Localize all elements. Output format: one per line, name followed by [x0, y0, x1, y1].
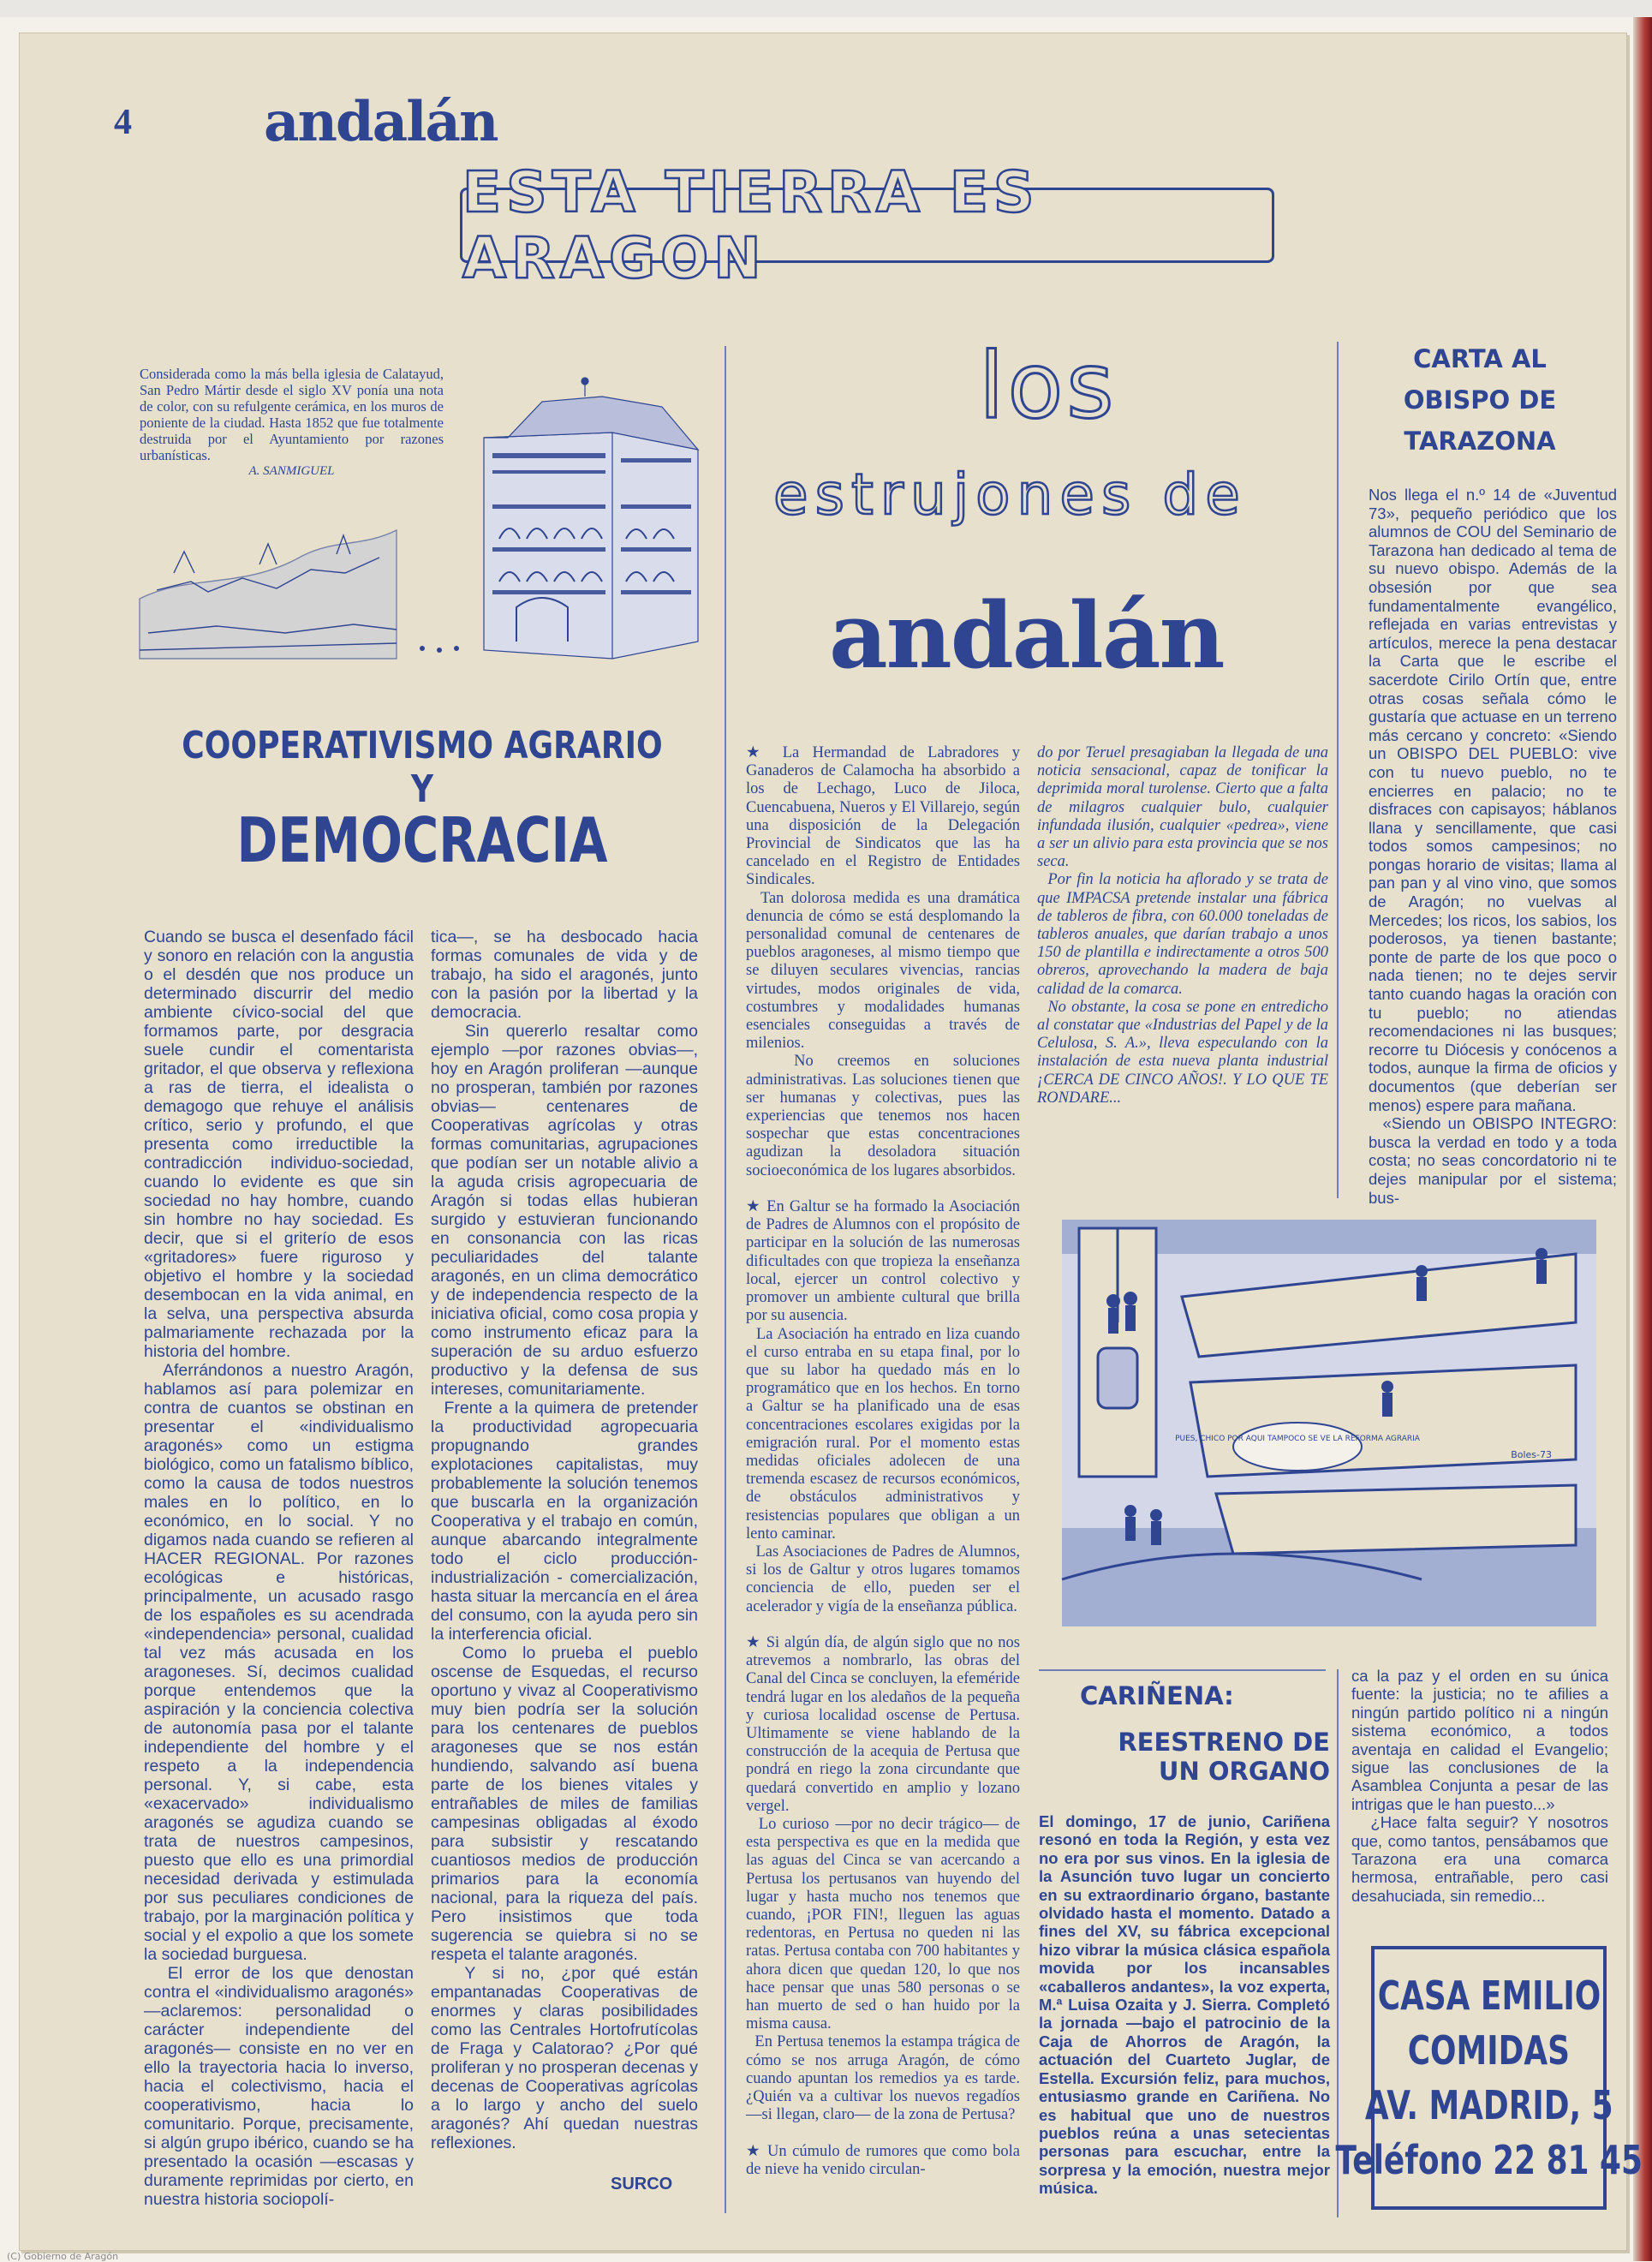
advert-line: COMIDAS: [1407, 2027, 1571, 2074]
article1-headline-bottom: DEMOCRACIA: [236, 804, 608, 876]
section-rule: [1039, 1669, 1326, 1671]
caption-text: Considerada como la más bella iglesia de Calatayud, San Pedro Mártir desde el siglo XV ponía una nota de color, con su refulgente cerámica, en los muros de poniente de la ciudad. Hasta 1852 que fue totalmente destruida por el Ayuntamiento por razones urbanísticas.: [140, 366, 444, 463]
article2-headline-andalan: andalán: [829, 582, 1224, 689]
article4-headline: REESTRENO DE UN ORGANO: [1118, 1728, 1330, 1786]
advert-line: AV. MADRID, 5: [1364, 2082, 1613, 2128]
advert-line: CASA EMILIO: [1377, 1973, 1601, 2019]
article3-headline-line: CARTA AL: [1413, 344, 1547, 373]
section-banner: [460, 159, 1274, 291]
caption-credit: A. SANMIGUEL: [248, 464, 335, 478]
column-rule: [1337, 342, 1339, 1198]
cartoon-signature: Boles-73: [1511, 1449, 1552, 1460]
article3-headline: [1356, 338, 1604, 462]
page-number: 4: [114, 103, 132, 142]
article2-headline-estrujones: estrujones de: [773, 462, 1247, 528]
copyright-credit: (C) Gobierno de Aragón: [7, 2251, 119, 2262]
article1-signature: SURCO: [611, 2175, 673, 2193]
masthead: andalán: [264, 90, 498, 154]
article4-column: El domingo, 17 de junio, Cariñena resonó en toda la Región, y esta vez no era por sus vinos. En la iglesia de la Asunción tuvo lugar un concierto en su extraordinario órgano, bastante olvidado hasta el momento. Datado a fines del XV, su fábrica excepcional hizo vibrar la música clásica española movida por los incansables «caballeros andantes», la voz experta, M.ª Luisa Ozaita y J. Sierra. Completó la jornada —bajo el patrocinio de la Caja de Ahorros de Aragón, la actuación del Cuarteto Juglar, de Estella. Excursión feliz, para muchos, entusiasmo grande en Cariñena. No es habitual que uno de nuestros pueblos reúna a unas setecientas personas para escuchar, entre la sorpresa y la emoción, nuestra mejor música.: [1039, 1812, 1335, 2198]
newspaper-page: [19, 33, 1643, 2251]
article3-column-1: Nos llega el n.º 14 de «Juventud 73», pequeño periódico que los alumnos de COU del Seminario de Tarazona han dedicado al tema de su nuevo obispo. Además de la obsesión por que sea fundamentalmente evangélico, reflejada en varias entrevistas y artículos, merece la pena destacar la Carta que le escribe el sacerdote Cirilo Ortín que, entre otras cosas señala cómo le gustaría que actuase en un terreno más cercano y concreto: «Siendo un OBISPO DEL PUEBLO: vive con tu nuevo pueblo, no te encierres en palacio; no te disfraces con capisayos; háblanos llana y sencillamente, que casi todos somos campesinos; no pongas horario de visitas; llama al pan pan y al vino vino, que somos de Aragón; no vuelvas al Mercedes; los ricos, los sabios, los poderosos, ya tienen bastante; ponte de parte de los que poco o nada tienen; no te dejes servir tanto cuando hagas la oración con tu pueblo; no atiendas recomendaciones ni las busques; recorre tu Diócesis y conócenos a todos, aunque la firma de oficios y documentos (que deberían ser menos) espere para mañana. «Siendo un OBISPO INTEGRO: busca la verdad en todo y a toda costa; no seas concordatorio ni te dejes manipular por el sistema; bus-: [1369, 486, 1617, 1207]
scan-top-strip: [0, 0, 1652, 17]
illustration-caption: [140, 366, 444, 480]
article1-column-2: tica—, se ha desbocado hacia formas comunales de vida y de trabajo, ha sido el aragonés, junto con la pasión por la libertad y la democracia. Sin quererlo resaltar como ejemplo —por razones obvias—, hoy en Aragón proliferan —aunque no prosperan, también por razones obvias— centenares de Cooperativas agrícolas y otras formas comunitarias, agrupaciones que podían ser un notable alivio a la aguda crisis agropecuaria de Aragón si todas ellas hubieran surgido y estuvieran funcionando en consonancia con las ricas peculiaridades del talante aragonés, en un clima democrático y de independencia respecto de la iniciativa oficial, como cosa propia y como instrumento eficaz para la superación de su arduo esfuerzo productivo y la defensa de sus intereses, comunitariamente. Frente a la quimera de pretender la productividad agropecuaria propugnando grandes explotaciones capitalistas, muy probablemente la solución tenemos que buscarla en la organización Cooperativa y el trabajo en común, aunque abarcando integralmente todo el ciclo producción-industrialización - comercialización, hasta situar la mercancía en el área del consumo, con la ayuda pero sin la interferencia oficial. Como lo prueba el pueblo oscense de Esquedas, el recurso oportuno y vivaz al Cooperativismo muy bien podría ser la solución para los centenares de pueblos aragoneses que se nos están hundiendo, salvando así buena parte de los bienes vitales y entrañables de miles de familias campesinas obligadas al éxodo para subsistir y rescatando cuantiosos medios de producción primarios para la economía nacional, para la riqueza del país. Pero insistimos que toda sugerencia se quiebra si no se respeta el talante aragonés. Y si no, ¿por qué están empantanadas Cooperativas de enormes y claras posibilidades como las Centrales Hortofrutícolas de Fraga y Calatorao? ¿Por qué proliferan y no prosperan decenas y decenas de Cooperativas agrícolas a lo largo y ancho del suelo aragonés? Ahí quedan nuestras reflexiones.: [431, 928, 699, 2152]
article3-column-2: ca la paz y el orden en su única fuente: la justicia; no te afilies a ningún partido político ni a ningún sistema económico, a todos aventaja en calidad el Evangelio; sigue las conclusiones de la Asamblea Conjunta a pesar de las intrigas que le han puesto...» ¿Hace falta seguir? Y nosotros que, como tantos, pensábamos que Tarazona era una comarca hermosa, entrañable, pero casi desahuciada, sin remedio...: [1351, 1667, 1609, 1905]
binding-edge: [1633, 17, 1652, 2261]
article1-column-1: Cuando se busca el desenfado fácil y sonoro en relación con la angustia o el desdén que nos produce un determinado discurrir del medio ambiente cívico-social del que formamos parte, por desgracia suele cundir el comentarista gritador, el que observa y reflexiona a ras de tierra, el idealista o demagogo que rehuye el análisis crítico, serio y profundo, el que presenta como irreductible la contradicción individuo-sociedad, cuando lo evidente es que sin sociedad no hay hombre, cuando sin hombre no hay sociedad. Es decir, que si el griterío de esos «gritadores» fuere riguroso y objetivo el hombre y la sociedad desembocan en la vida animal, en la selva, una perspectiva absurda palmariamente rechazada por la historia del hombre. Aferrándonos a nuestro Aragón, hablamos así para polemizar en contra de cuantos se obstinan en presentar el «individualismo aragonés» como un estigma biológico, como un fatalismo bíblico, como la causa de todos nuestros males en lo político, en lo económico, en lo social. Y no digamos nada cuando se refieren al HACER REGIONAL. Por razones ecológicas e históricas, principalmente, un acusado rasgo de los españoles es su acendrada «independencia» personal, cualidad tal vez más acusada en los aragoneses. Sí, decimos cualidad porque entendemos que la aspiración y la conciencia colectiva de autonomía pasa por el talante independiente del hombre y el respeto a la independencia personal. Y, si cabe, esta «exacervado» individualismo aragonés se agudiza cuando se trata de nuestros campesinos, puesto que ello es una primordial necesidad derivada y estimulada por sus peculiares condiciones de trabajo, por la marginación política y social y el expolio a que los somete la sociedad burguesa. El error de los que denostan contra el «individualismo aragonés» —aclaremos: personalidad o carácter independiente del aragonés— consiste en no ver en ello la trayectoria hacia lo inverso, hacia el colectivismo, hacia el cooperativismo, hacia lo comunitario. Porque, precisamente, si algún grupo ibérico, cuando se ha presentado la ocasión —escasas y duramente reprimidas por cierto, en nuestra historia sociopolí-: [144, 928, 414, 2209]
article3-headline-line: TARAZONA: [1404, 427, 1556, 456]
mine-cartoon: [1062, 1220, 1596, 1626]
article1-headline-top: COOPERATIVISMO AGRARIO Y: [182, 724, 663, 811]
advert-box: [1335, 1946, 1643, 2210]
advert-phone: Teléfono 22 81 45: [1335, 2137, 1643, 2183]
section-banner-text: ESTA TIERRA ES ARAGON: [462, 159, 1040, 291]
article3-headline-line: OBISPO DE: [1403, 385, 1557, 415]
article2-headline-los: los: [979, 333, 1118, 439]
cartoon-speech: PUES, CHICO POR AQUI TAMPOCO SE VE LA REFORMA AGRARIA: [1175, 1435, 1420, 1443]
article4-kicker: CARIÑENA:: [1080, 1681, 1234, 1710]
article2-column-1: ★ La Hermandad de Labradores y Ganaderos de Calamocha ha absorbido a los de Lechago, Luco de Jiloca, Cuencabuena, Nueros y El Villarejo, según una disposición de la Delegación Provincial de Sindicatos que las ha cancelado en el Registro de Entidades Sindicales. Tan dolorosa medida es una dramática denuncia de cómo se está desplomando la personalidad comunal de centenares de pueblos aragoneses, al mismo tiempo que se diluyen seculares vivencias, rancias virtudes, modos originales de vida, costumbres y modalidades humanas esenciales conseguidas a través de milenios. No creemos en soluciones administrativas. Las soluciones tienen que ser humanas y colectivas, pues las experiencias que tenemos nos hacen sospechar que estas concentraciones agudizan la desoladora situación socioeconómica de los lugares absorbidos. ★ En Galtur se ha formado la Asociación de Padres de Alumnos con el propósito de participar en la solución de las numerosas dificultades con que tropieza la enseñanza local, ejercer un control colectivo y promover un ambiente cultural que brilla por su ausencia. La Asociación ha entrado en liza cuando el curso entraba en su etapa final, por lo que su labor ha quedado más en lo programático que en los hechos. En torno a Galtur se ha planificado una de esas concentraciones escolares exigidas por la emigración rural. Por el momento estas medidas oficiales adolecen de una tremenda escasez de recursos económicos, de obstáculos administrativos y resistencias populares que obligan a un lento caminar. Las Asociaciones de Padres de Alumnos, si los de Galtur y otros lugares tomamos conciencia de ello, pueden ser el acelerador y vigía de la enseñanza pública. ★ Si algún día, de algún siglo que no nos atrevemos a nombrarlo, las obras del Canal del Cinca se concluyen, la efeméride tendrá lugar en los aledaños de la pequeña y curiosa localidad oscense de Pertusa. Ultimamente se viene hablando de la construcción de la acequia de Pertusa que pondrá en riego la zona circundante que quedará convertido en amplio y lozano vergel. Lo curioso —por no decir trágico— de esta perspectiva es que en la medida que las aguas del Cinca se van acercando a Pertusa los pertusanos van huyendo del lugar y hasta mucho nos tenemos que cuando, ¡POR FIN!, lleguen las aguas redentoras, en Pertusa no queden ni las ratas. Pertusa contaba con 700 habitantes y ahora dicen que quedan 120, lo que nos hace pensar que unas 580 personas o se han muerto de sed o han huido por la misma causa. En Pertusa tenemos la estampa trágica de cómo se nos arruga Aragón, de cómo cuando apuntan los remedios ya es tarde. ¿Quién va a cultivar los nuevos regadíos —si llegan, claro— de la zona de Pertusa? ★ Un cúmulo de rumores que como bola de nieve ha venido circulan-: [746, 744, 1021, 2178]
column-rule: [725, 346, 726, 2213]
article2-column-2: do por Teruel presagiaban la llegada de una noticia sensacional, capaz de tonificar la deprimida moral turolense. Cierto que a falta de milagros cualquier bulo, cualquier infundada ilusión, cualquier «pedrea», viene a ser un alivio para esta provincia que se nos seca. Por fin la noticia ha aflorado y se trata de que IMPACSA pretende instalar una fábrica de tableros de fibra, con 60.000 toneladas de tableros anuales, que darían trabajo a unos 150 de plantilla e indirectamente a otros 500 obreros, aprovechando la madera de baja calidad de la comarca. No obstante, la cosa se pone en entredicho al constatar que «Industrias del Papel y de la Celulosa, S. A.», lleva especulando con la instalación de esta nueva planta industrial ¡CERCA DE CINCO AÑOS!. Y LO QUE TE RONDARE...: [1037, 744, 1329, 1107]
